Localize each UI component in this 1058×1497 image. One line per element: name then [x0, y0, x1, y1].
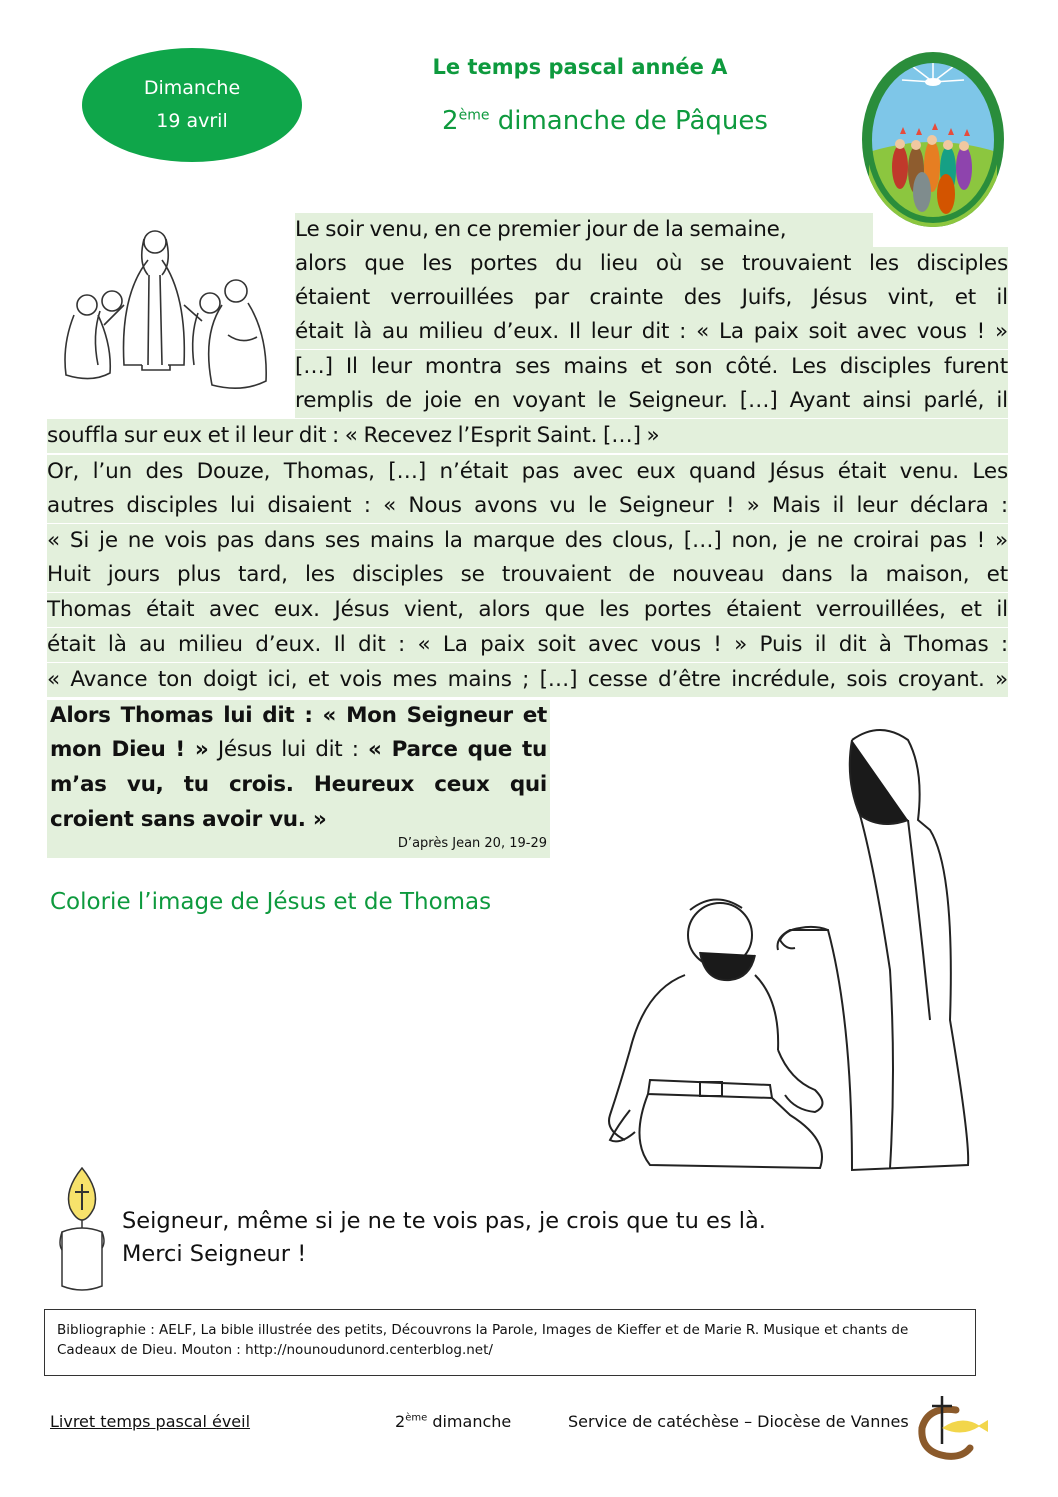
series-title: Le temps pascal année A: [432, 55, 728, 79]
gospel-line: Or, l’un des Douze, Thomas, […] n’était pas avec eux quand Jésus était venu. Les: [47, 455, 1008, 489]
footer-booklet-title: Livret temps pascal éveil: [50, 1412, 251, 1431]
gospel-line: était là au milieu d’eux. Il leur dit : « La paix soit avec vous ! »: [295, 315, 1008, 349]
bibliography-text: Bibliographie : AELF, La bible illustrée des petits, Découvrons la Parole, Images de Kieffer et de Marie R. Musique et chants de Cadeaux de Dieu. Mouton : http://nounoudunord.centerblog.net/: [57, 1322, 909, 1358]
gospel-line: […] Il leur montra ses mains et son côté. Les disciples furent: [295, 350, 1008, 384]
footer-sunday: 2ème dimanche: [395, 1412, 512, 1431]
gospel-line: souffla sur eux et il leur dit : « Recevez l’Esprit Saint. […] »: [47, 419, 1008, 453]
conclusion-line: croient sans avoir vu. »: [50, 807, 327, 832]
prayer-line: Merci Seigneur !: [122, 1241, 307, 1267]
conclusion-line: m’as vu, tu crois. Heureux ceux qui: [50, 772, 547, 797]
prayer-line: Seigneur, même si je ne te vois pas, je crois que tu es là.: [122, 1208, 766, 1234]
gospel-line: alors que les portes du lieu où se trouvaient les disciples: [295, 247, 1008, 281]
jesus-thomas-colouring-image: [590, 720, 980, 1180]
gospel-line: étaient verrouillées par crainte des Juifs, Jésus vint, et il: [295, 281, 1008, 315]
gospel-line: autres disciples lui disaient : « Nous avons vu le Seigneur ! » Mais il leur déclara :: [47, 489, 1008, 523]
gospel-line: était là au milieu d’eux. Il dit : « La paix soit avec vous ! » Puis il dit à Thomas :: [47, 628, 1008, 662]
colouring-instruction: Colorie l’image de Jésus et de Thomas: [50, 889, 492, 915]
jesus-disciples-drawing: [52, 215, 284, 411]
gospel-line: « Avance ton doigt ici, et vois mes mains ; […] cesse d’être incrédule, sois croyant. »: [47, 663, 1008, 697]
scripture-reference: D’après Jean 20, 19-29: [397, 836, 547, 851]
gospel-line: remplis de joie en voyant le Seigneur. […] Ayant ainsi parlé, il: [295, 384, 1008, 418]
conclusion-line: Alors Thomas lui dit : « Mon Seigneur et: [50, 703, 547, 728]
gospel-line: « Si je ne vois pas dans ses mains la marque des clous, […] non, je ne croirai pas ! »: [47, 524, 1008, 558]
sunday-title: 2ème dimanche de Pâques: [442, 106, 768, 136]
candle-icon: [52, 1160, 112, 1300]
date-weekday: Dimanche: [143, 77, 241, 99]
date-day: 19 avril: [156, 110, 228, 132]
footer-service: Service de catéchèse – Diocèse de Vannes: [568, 1412, 909, 1431]
pentecost-medallion-image: [862, 52, 1004, 227]
prayer-text: [122, 1205, 766, 1271]
gospel-line: Le soir venu, en ce premier jour de la semaine,: [295, 213, 873, 247]
gospel-line: Thomas était avec eux. Jésus vient, alors que les portes étaient verrouillées, et il: [47, 593, 1008, 627]
bibliography-box: [44, 1309, 976, 1376]
gospel-line: Huit jours plus tard, les disciples se trouvaient de nouveau dans la maison, et: [47, 558, 1008, 592]
date-badge: [82, 48, 302, 162]
diocese-logo: [916, 1392, 990, 1462]
conclusion-line: mon Dieu ! » Jésus lui dit : « Parce que tu: [50, 737, 547, 762]
